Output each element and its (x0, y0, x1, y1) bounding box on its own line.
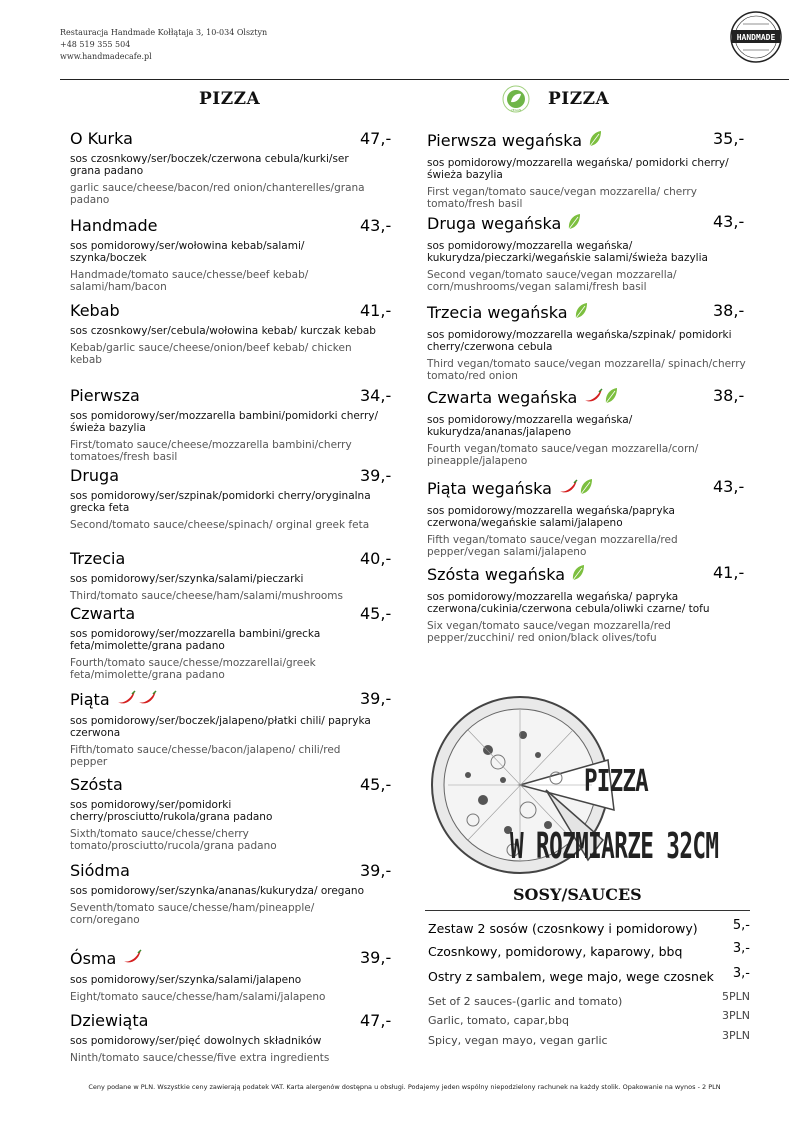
item-ingredients-pl: sos pomidorowy/ser/pięć dowolnych składników (70, 1035, 322, 1047)
menu-item (427, 478, 749, 558)
item-name-row (70, 776, 380, 794)
item-ingredients-en: Fifth/tomato sauce/chesse/bacon/jalapeno/ chili/red pepper (70, 744, 341, 768)
menu-item (70, 466, 392, 531)
item-ingredients-pl: sos czosnkowy/ser/cebula/wołowina kebab/ kurczak kebab (70, 325, 376, 337)
item-name-row (70, 387, 380, 405)
item-ingredients-pl: sos pomidorowy/mozzarella wegańska/ kukurydza/ananas/jalapeno (427, 414, 633, 438)
item-price: 39,- (360, 689, 392, 708)
item-ingredients-en: Sixth/tomato sauce/chesse/cherry tomato/prosciutto/rucola/grana padano (70, 828, 277, 852)
item-ingredients-pl: sos pomidorowy/mozzarella wegańska/ kukurydza/pieczarki/wegańskie salami/świeża bazylia (427, 240, 708, 264)
menu-item (427, 387, 749, 467)
item-price: 40,- (360, 549, 392, 568)
chili-icon (122, 949, 142, 969)
item-name: Trzecia (70, 549, 126, 568)
item-name-row (70, 862, 380, 880)
item-name: Dziewiąta (70, 1011, 149, 1030)
item-ingredients-en: Handmade/tomato sauce/chesse/beef kebab/ salami/ham/bacon (70, 269, 309, 293)
website: www.handmadecafe.pl (60, 52, 152, 61)
item-name-row (427, 564, 749, 586)
item-name: Pierwsza wegańska (427, 131, 583, 150)
sauce-name: Set of 2 sauces-(garlic and tomato) (428, 995, 623, 1008)
sauce-row (428, 941, 750, 960)
address: Restauracja Handmade Kołłątaja 3, 10-034 Olsztyn (60, 28, 268, 37)
item-ingredients-pl: sos pomidorowy/mozzarella wegańska/szpinak/ pomidorki cherry/czerwona cebula (427, 329, 732, 353)
item-name: Kebab (70, 301, 120, 320)
phone: +48 519 355 504 (60, 40, 131, 49)
promo-line-1: PIZZA (584, 764, 648, 799)
sauce-name: Czosnkowy, pomidorowy, kaparowy, bbq (428, 944, 683, 959)
menu-item (70, 861, 392, 926)
chili-icon (116, 690, 136, 710)
item-ingredients-pl: sos pomidorowy/ser/szynka/ananas/kukurydza/ oregano (70, 885, 364, 897)
item-ingredients-en: Third/tomato sauce/cheese/ham/salami/mushrooms (70, 590, 343, 602)
sauce-price: 3PLN (722, 1029, 750, 1042)
item-name: Czwarta (70, 604, 136, 623)
item-ingredients-pl: sos pomidorowy/mozzarella wegańska/ papryka czerwona/cukinia/czerwona cebula/oliwki czarne/ tofu (427, 591, 710, 615)
sauce-price: 3,- (732, 941, 750, 956)
footer-note: Ceny podane w PLN. Wszystkie ceny zawierają podatek VAT. Karta alergenów dostępna u obsługi. Podajemy jeden wspólny niepodzielony rachunek na każdy stolik. Opakowanie na wynos - 2 PLN (88, 1083, 721, 1091)
item-price: 41,- (360, 301, 392, 320)
promo-line-2: W ROZMIARZE 32CM (510, 826, 719, 867)
item-name-row (427, 130, 749, 152)
sauce-price: 3,- (732, 966, 750, 981)
item-ingredients-pl: sos pomidorowy/mozzarella wegańska/ pomidorki cherry/świeża bazylia (427, 157, 729, 181)
leaf-icon (588, 130, 602, 152)
item-price: 39,- (360, 861, 392, 880)
logo-text: HANDMADE (736, 33, 776, 42)
leaf-icon (604, 387, 618, 409)
item-name: Druga wegańska (427, 214, 562, 233)
item-ingredients-en: First/tomato sauce/cheese/mozzarella bambini/cherry tomatoes/fresh basil (70, 439, 352, 463)
sauce-name: Zestaw 2 sosów (czosnkowy i pomidorowy) (428, 921, 698, 936)
restaurant-info (60, 27, 267, 63)
menu-item (70, 948, 392, 1003)
item-price: 41,- (713, 563, 745, 582)
item-name-row (427, 387, 749, 409)
item-ingredients-en: Ninth/tomato sauce/chesse/five extra ingredients (70, 1052, 330, 1064)
leaf-icon (579, 478, 593, 500)
sauce-name: Spicy, vegan mayo, vegan garlic (428, 1034, 608, 1047)
item-price: 39,- (360, 948, 392, 967)
handmade-logo (729, 10, 783, 64)
vegan-badge-icon (502, 85, 530, 113)
item-price: 38,- (713, 301, 745, 320)
vegan-badge-text: VEGAN (510, 108, 522, 112)
item-price: 39,- (360, 466, 392, 485)
item-name-row (70, 949, 380, 969)
item-name: Czwarta wegańska (427, 388, 578, 407)
item-ingredients-pl: sos pomidorowy/ser/wołowina kebab/salami/ szynka/boczek (70, 240, 305, 264)
item-name-row (70, 1012, 380, 1030)
menu-item (427, 302, 749, 382)
item-name: Piąta wegańska (427, 479, 552, 498)
header-divider (60, 79, 789, 80)
item-ingredients-en: Fifth vegan/tomato sauce/vegan mozzarella/red pepper/vegan salami/jalapeno (427, 534, 678, 558)
menu-item (427, 213, 749, 293)
item-ingredients-pl: sos pomidorowy/ser/szpinak/pomidorki cherry/oryginalna grecka feta (70, 490, 371, 514)
menu-item (70, 216, 392, 293)
sauce-row (428, 918, 750, 937)
item-price: 45,- (360, 604, 392, 623)
item-name-row (70, 550, 380, 568)
item-ingredients-en: Fourth/tomato sauce/chesse/mozzarellai/greek feta/mimolette/grana padano (70, 657, 316, 681)
item-name: Szósta (70, 775, 123, 794)
menu-item (70, 604, 392, 681)
item-ingredients-en: Kebab/garlic sauce/cheese/onion/beef kebab/ chicken kebab (70, 342, 352, 366)
leaf-icon (571, 564, 585, 586)
item-name-row (70, 302, 380, 320)
item-name-row (427, 302, 749, 324)
sauce-name: Garlic, tomato, capar,bbq (428, 1014, 569, 1027)
item-ingredients-pl: sos pomidorowy/ser/mozzarella bambini/pomidorki cherry/świeża bazylia (70, 410, 379, 434)
section-title-vegan-pizza: PIZZA (548, 89, 610, 109)
sauce-row (428, 990, 750, 1009)
item-name-row (427, 478, 749, 500)
item-name-row (70, 690, 380, 710)
item-ingredients-pl: sos pomidorowy/mozzarella wegańska/papryka czerwona/wegańskie salami/jalapeno (427, 505, 675, 529)
sauces-divider (425, 910, 750, 911)
item-name: Druga (70, 466, 119, 485)
leaf-icon (567, 213, 581, 235)
item-name-row (427, 213, 749, 235)
item-name: Ósma (70, 949, 117, 968)
item-ingredients-pl: sos pomidorowy/ser/szynka/salami/pieczarki (70, 573, 304, 585)
item-ingredients-pl: sos pomidorowy/ser/boczek/jalapeno/płatki chili/ papryka czerwona (70, 715, 371, 739)
menu-item (427, 564, 749, 644)
item-name-row (70, 467, 380, 485)
item-ingredients-pl: sos pomidorowy/ser/szynka/salami/jalapeno (70, 974, 302, 986)
item-ingredients-en: Seventh/tomato sauce/chesse/ham/pineapple/ corn/oregano (70, 902, 315, 926)
item-ingredients-en: First vegan/tomato sauce/vegan mozzarella/ cherry tomato/fresh basil (427, 186, 697, 210)
item-name: Szósta wegańska (427, 565, 565, 584)
item-name-row (70, 605, 380, 623)
item-ingredients-en: Fourth vegan/tomato sauce/vegan mozzarella/corn/ pineapple/jalapeno (427, 443, 699, 467)
item-name: Pierwsza (70, 386, 140, 405)
item-name-row (70, 130, 380, 148)
item-name-row (70, 217, 380, 235)
menu-item (70, 775, 392, 852)
sauce-name: Ostry z sambalem, wege majo, wege czosnek (428, 969, 714, 984)
item-ingredients-en: Third vegan/tomato sauce/vegan mozzarella/ spinach/cherry tomato/red onion (427, 358, 746, 382)
item-price: 43,- (713, 477, 745, 496)
section-title-pizza: PIZZA (199, 89, 261, 109)
item-name: Handmade (70, 216, 158, 235)
item-name: Trzecia wegańska (427, 303, 568, 322)
sauce-price: 3PLN (722, 1009, 750, 1022)
sauce-row (428, 1029, 750, 1048)
item-name: Piąta (70, 690, 110, 709)
item-ingredients-pl: sos pomidorowy/ser/mozzarella bambini/grecka feta/mimolette/grana padano (70, 628, 321, 652)
menu-item (70, 129, 392, 206)
menu-item (70, 386, 392, 463)
chili-icon (137, 690, 157, 710)
item-price: 35,- (713, 129, 745, 148)
item-ingredients-en: garlic sauce/cheese/bacon/red onion/chanterelles/grana padano (70, 182, 365, 206)
leaf-icon (574, 302, 588, 324)
sauce-row (428, 1009, 750, 1028)
item-ingredients-pl: sos pomidorowy/ser/pomidorki cherry/prosciutto/rukola/grana padano (70, 799, 273, 823)
sauce-price: 5PLN (722, 990, 750, 1003)
menu-item (70, 1011, 392, 1064)
item-name: Siódma (70, 861, 130, 880)
item-price: 34,- (360, 386, 392, 405)
item-ingredients-en: Second/tomato sauce/cheese/spinach/ orginal greek feta (70, 519, 370, 531)
menu-item (70, 689, 392, 768)
item-price: 43,- (360, 216, 392, 235)
menu-item (70, 301, 392, 366)
sauces-title: SOSY/SAUCES (513, 885, 642, 904)
menu-item (427, 130, 749, 210)
item-price: 38,- (713, 386, 745, 405)
menu-item (70, 549, 392, 602)
item-name: O Kurka (70, 129, 133, 148)
sauce-row (428, 966, 750, 985)
item-ingredients-en: Eight/tomato sauce/chesse/ham/salami/jalapeno (70, 991, 326, 1003)
item-ingredients-pl: sos czosnkowy/ser/boczek/czerwona cebula/kurki/ser grana padano (70, 153, 349, 177)
item-price: 45,- (360, 775, 392, 794)
item-ingredients-en: Six vegan/tomato sauce/vegan mozzarella/red pepper/zucchini/ red onion/black olives/tofu (427, 620, 671, 644)
chili-icon (558, 479, 578, 499)
chili-icon (583, 388, 603, 408)
sauce-price: 5,- (732, 918, 750, 933)
item-price: 47,- (360, 1011, 392, 1030)
item-price: 47,- (360, 129, 392, 148)
item-price: 43,- (713, 212, 745, 231)
item-ingredients-en: Second vegan/tomato sauce/vegan mozzarella/ corn/mushrooms/vegan salami/fresh basil (427, 269, 677, 293)
